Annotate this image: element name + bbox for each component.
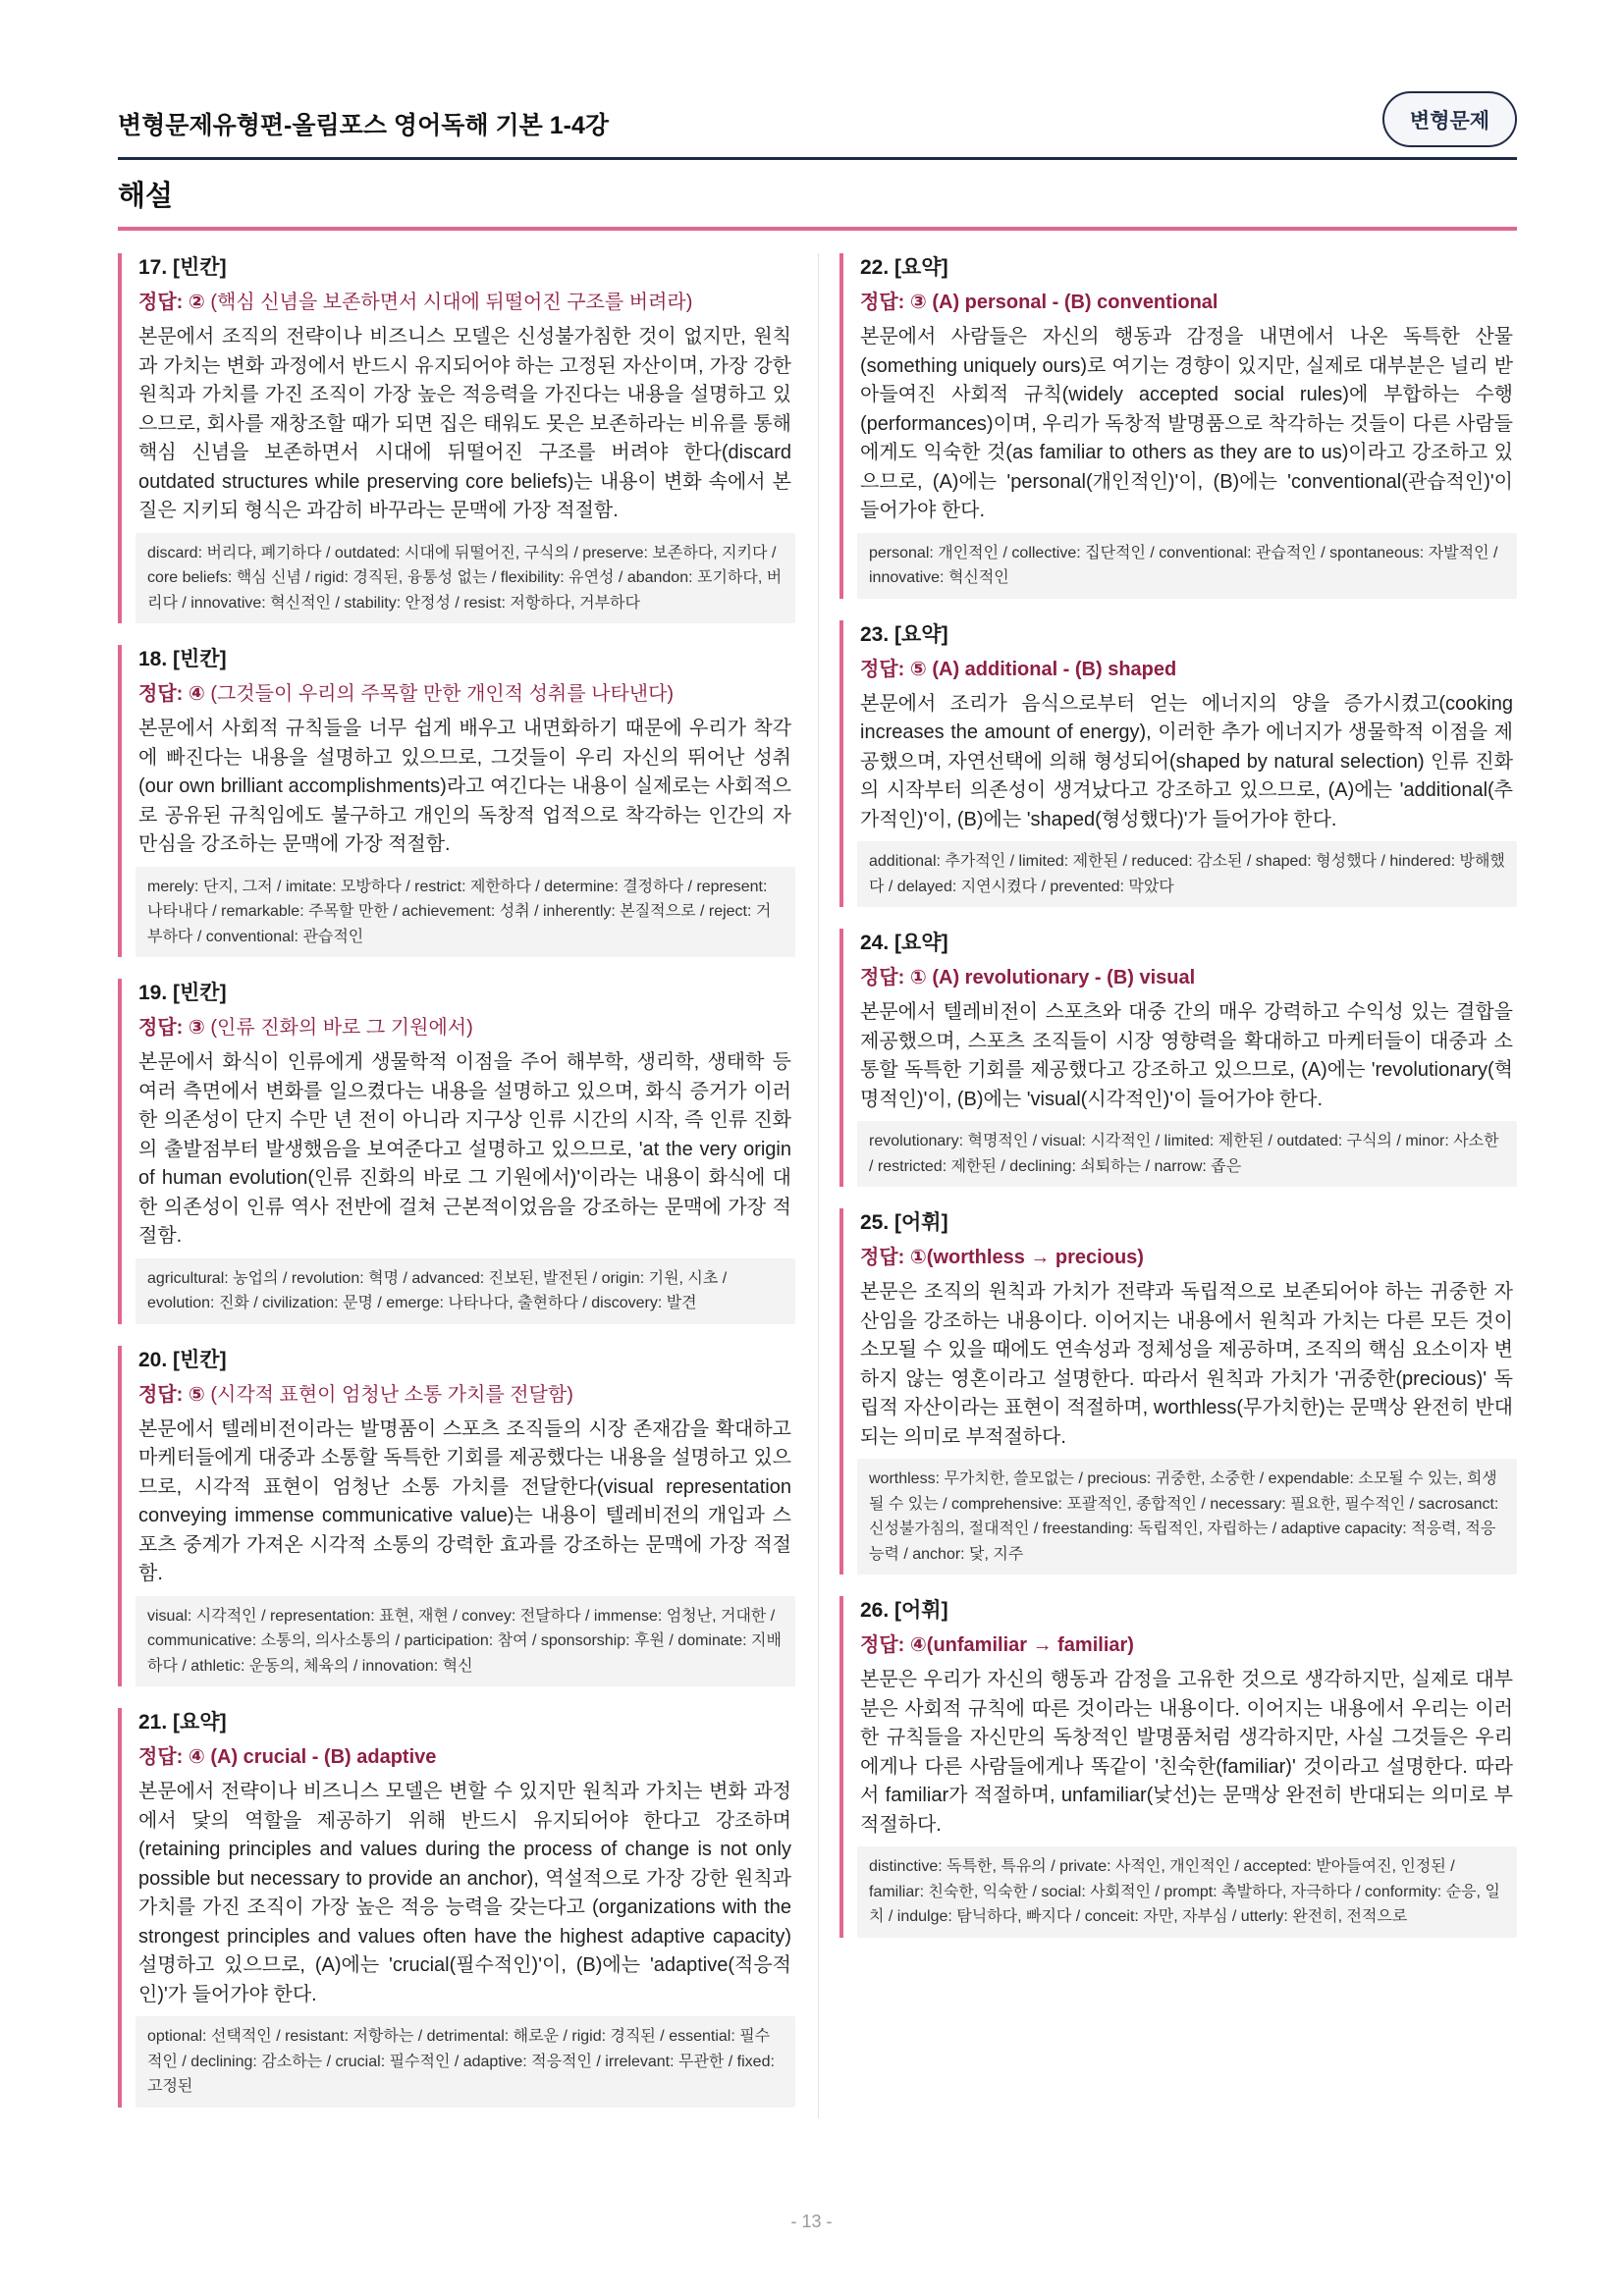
header-rule <box>118 157 1517 160</box>
answer-detail: (A) additional - (B) shaped <box>932 658 1177 680</box>
explanation-text: 본문에서 화식이 인류에게 생물학적 이점을 주어 해부학, 생리학, 생태학 등 여러 측면에서 변화를 일으켰다는 내용을 설명하고 있으며, 화식 증거가 이러한 의존성이 단지 수만 년 전이 아니라 지구상 인류 시간의 시작, 즉 인류 진화의 출발점부터 발생했음을 보여준다고 설명하고 있으므로, 'at the very origin of human evolution(인류 진화의 바로 그 기원에서)'이라는 내용이 화식에 대한 의존성이 인류 역사 전반에 걸쳐 근본적이었음을 강조하는 문맥에 가장 적절함. <box>138 1051 791 1247</box>
answer-detail: (핵심 신념을 보존하면서 시대에 뒤떨어진 구조를 버려라) <box>210 292 693 313</box>
answer-label: 정답: ③ <box>138 1017 205 1039</box>
vocabulary-box: agricultural: 농업의 / revolution: 혁명 / advanced: 진보된, 발전된 / origin: 기원, 시초 / evolution: 진화 / civilization: 문명 / emerge: 나타나다, 출현하다 / discovery: 발견 <box>135 1258 795 1324</box>
answer-label: 정답: ④ <box>860 1634 927 1656</box>
explanation-card-24 <box>839 929 1517 1187</box>
answer-line <box>138 1013 791 1042</box>
vocabulary-box: revolutionary: 혁명적인 / visual: 시각적인 / limited: 제한된 / outdated: 구식의 / minor: 사소한 / restricted: 제한된 / declining: 쇠퇴하는 / narrow: 좁은 <box>857 1121 1517 1187</box>
explanation-card-19 <box>118 979 795 1324</box>
document-title: 변형문제유형편-올림포스 영어독해 기본 1-4강 <box>118 112 609 139</box>
answer-line <box>860 288 1513 317</box>
answer-detail: (A) personal - (B) conventional <box>932 292 1218 313</box>
vocabulary-box: additional: 추가적인 / limited: 제한된 / reduced: 감소된 / shaped: 형성했다 / hindered: 방해했다 / delayed: 지연시켰다 / prevented: 막았다 <box>857 841 1517 907</box>
explanation-card-22 <box>839 253 1517 599</box>
vocabulary-box: visual: 시각적인 / representation: 표현, 재현 / convey: 전달하다 / immense: 엄청난, 거대한 / communicative: 소통의, 의사소통의 / participation: 참여 / sponsorship: 후원 / dominate: 지배하다 / athletic: 운동의, 체육의 / innovation: 혁신 <box>135 1596 795 1687</box>
vocabulary-box: merely: 단지, 그저 / imitate: 모방하다 / restrict: 제한하다 / determine: 결정하다 / represent: 나타내다 / remarkable: 주목할 만한 / achievement: 성취 / inherently: 본질적으로 / reject: 거부하다 / conventional: 관습적인 <box>135 867 795 958</box>
question-heading: 20. [빈칸] <box>138 1348 227 1371</box>
question-heading: 24. [요약] <box>860 932 948 954</box>
answer-detail: (A) revolutionary - (B) visual <box>932 967 1196 988</box>
question-heading: 25. [어휘] <box>860 1211 948 1234</box>
explanation-card-18 <box>118 645 795 957</box>
explanation-text: 본문에서 조직의 전략이나 비즈니스 모델은 신성불가침한 것이 없지만, 원칙과 가치는 변화 과정에서 반드시 유지되어야 하는 고정된 자산이며, 가장 강한 원칙과 가치를 가진 조직이 가장 높은 적응력을 가진다는 내용을 설명하고 있으므로, 회사를 재창조할 때가 되면 집은 태워도 못은 보존하라는 비유를 통해 핵심 신념을 보존하면서 시대에 뒤떨어진 구조를 버려야 한다(discard outdated structures while preserving core beliefs)는 내용이 변화 속에서 본질은 지키되 형식은 과감히 바꾸라는 문맥에 가장 적절함. <box>138 326 791 521</box>
answer-line <box>860 655 1513 684</box>
vocabulary-box: personal: 개인적인 / collective: 집단적인 / conventional: 관습적인 / spontaneous: 자발적인 / innovative: 혁신적인 <box>857 533 1517 599</box>
vocabulary-box: discard: 버리다, 폐기하다 / outdated: 시대에 뒤떨어진, 구식의 / preserve: 보존하다, 지키다 / core beliefs: 핵심 신념 / rigid: 경직된, 융통성 없는 / flexibility: 유연성 / abandon: 포기하다, 버리다 / innovative: 혁신적인 / stability: 안정성 / resist: 저항하다, 거부하다 <box>135 533 795 624</box>
answer-line <box>860 1243 1513 1272</box>
explanation-text: 본문에서 전략이나 비즈니스 모델은 변할 수 있지만 원칙과 가치는 변화 과정에서 닻의 역할을 제공하기 위해 반드시 유지되어야 한다고 강조하며 (retaining principles and values during the process of change is not only possible but necessary to provide an anchor), 역설적으로 가장 강한 원칙과 가치를 가진 조직이 가장 높은 적응 능력을 갖는다고 (organizations with the strongest principles and values often have the highest adaptive capacity) 설명하고 있으므로, (A)에는 'crucial(필수적인)'이, (B)에는 'adaptive(적응적인)'가 들어가야 한다. <box>138 1781 791 2005</box>
explanation-card-20 <box>118 1346 795 1687</box>
answer-label: 정답: ⑤ <box>860 658 927 680</box>
explanation-text: 본문에서 사회적 규칙들을 너무 쉽게 배우고 내면화하기 때문에 우리가 착각에 빠진다는 내용을 설명하고 있으므로, 그것들이 우리 자신의 뛰어난 성취(our own brilliant accomplishments)라고 여긴다는 내용이 실제로는 사회적으로 공유된 규칙임에도 불구하고 개인의 독창적 업적으로 착각하는 인간의 자만심을 강조하는 문맥에 가장 적절함. <box>138 718 791 855</box>
answer-detail: (A) crucial - (B) adaptive <box>210 1746 437 1768</box>
category-badge: 변형문제 <box>1382 91 1517 147</box>
explanation-text: 본문은 조직의 원칙과 가치가 전략과 독립적으로 보존되어야 하는 귀중한 자산임을 강조하는 내용이다. 이어지는 내용에서 원칙과 가치는 다른 모든 것이 소모될 수 있을 때에도 연속성과 정체성을 제공하며, 조직의 핵심 요소이자 변하지 않는 영혼이라고 설명한다. 따라서 원칙과 가치가 '귀중한(precious)' 독립적 자산이라는 표현이 적절하며, worthless(무가치한)는 문맥상 완전히 반대되는 의미로 부적절하다. <box>860 1281 1513 1448</box>
question-heading: 21. [요약] <box>138 1711 227 1734</box>
answer-label: 정답: ① <box>860 1247 927 1268</box>
section-title: 해설 <box>118 181 174 212</box>
question-heading: 26. [어휘] <box>860 1599 948 1622</box>
answer-label: 정답: ③ <box>860 292 927 313</box>
answer-label: 정답: ① <box>860 967 927 988</box>
explanation-card-26 <box>839 1596 1517 1938</box>
answer-detail: (그것들이 우리의 주목할 만한 개인적 성취를 나타낸다) <box>210 683 675 705</box>
right-column <box>839 253 1517 1959</box>
vocabulary-box: optional: 선택적인 / resistant: 저항하는 / detrimental: 해로운 / rigid: 경직된 / essential: 필수적인 / declining: 감소하는 / crucial: 필수적인 / adaptive: 적응적인 / irrelevant: 무관한 / fixed: 고정된 <box>135 2016 795 2108</box>
answer-detail: (worthless → precious) <box>926 1247 1144 1268</box>
explanation-text: 본문에서 조리가 음식으로부터 얻는 에너지의 양을 증가시켰고(cooking increases the amount of energy), 이러한 추가 에너지가 생물학적 이점을 제공했으며, 자연선택에 의해 형성되어(shaped by natural selection) 인류 진화의 시작부터 의존성이 생겨났다고 강조하고 있으므로, (A)에는 'additional(추가적인)'이, (B)에는 'shaped(형성했다)'가 들어가야 한다. <box>860 692 1513 830</box>
answer-line <box>138 1380 791 1410</box>
answer-detail: (인류 진화의 바로 그 기원에서) <box>210 1017 473 1039</box>
explanation-text: 본문에서 텔레비전이 스포츠와 대중 간의 매우 강력하고 수익성 있는 결합을 제공했으며, 스포츠 조직들이 시장 영향력을 확대하고 마케터들이 대중과 소통할 독특한 기회를 제공했다고 강조하고 있으므로, (A)에는 'revolutionary(혁명적인)'이, (B)에는 'visual(시각적인)'이 들어가야 한다. <box>860 1001 1513 1110</box>
answer-line <box>138 679 791 709</box>
vocabulary-box: worthless: 무가치한, 쓸모없는 / precious: 귀중한, 소중한 / expendable: 소모될 수 있는, 희생될 수 있는 / comprehensive: 포괄적인, 종합적인 / necessary: 필요한, 필수적인 / sacrosanct: 신성불가침의, 절대적인 / freestanding: 독립적인, 자립하는 / adaptive capacity: 적응력, 적응 능력 / anchor: 닻, 지주 <box>857 1459 1517 1575</box>
answer-detail: (시각적 표현이 엄청난 소통 가치를 전달함) <box>210 1383 573 1406</box>
column-divider <box>818 253 819 2118</box>
answer-detail: (unfamiliar → familiar) <box>926 1634 1134 1656</box>
explanation-text: 본문에서 사람들은 자신의 행동과 감정을 내면에서 나온 독특한 산물(something uniquely ours)로 여기는 경향이 있지만, 실제로 대부분은 널리 받아들여진 사회적 규칙(widely accepted social rules)에 부합하는 수행(performances)이며, 우리가 독창적 발명품으로 착각하는 것들이 다른 사람들에게도 익숙한 것(as familiar to others as they are to us)이라고 강조하고 있으므로, (A)에는 'personal(개인적인)'이, (B)에는 'conventional(관습적인)'이 들어가야 한다. <box>860 326 1513 521</box>
explanation-card-21 <box>118 1708 795 2108</box>
answer-line <box>860 1630 1513 1660</box>
answer-label: 정답: ④ <box>138 1746 205 1768</box>
question-heading: 22. [요약] <box>860 256 948 279</box>
explanation-card-17 <box>118 253 795 623</box>
answer-label: 정답: ② <box>138 292 205 313</box>
question-heading: 18. [빈칸] <box>138 648 227 670</box>
section-underline <box>118 227 1517 231</box>
explanation-card-25 <box>839 1208 1517 1575</box>
answer-label: 정답: ⑤ <box>138 1383 205 1406</box>
question-heading: 17. [빈칸] <box>138 256 227 279</box>
answer-line <box>138 288 791 317</box>
left-column <box>118 253 795 2129</box>
answer-line <box>860 963 1513 992</box>
explanation-card-23 <box>839 620 1517 908</box>
page-number: - 13 - <box>790 2212 833 2231</box>
answer-label: 정답: ④ <box>138 683 205 705</box>
explanation-text: 본문은 우리가 자신의 행동과 감정을 고유한 것으로 생각하지만, 실제로 대부분은 사회적 규칙에 따른 것이라는 내용이다. 이어지는 내용에서 우리는 이러한 규칙들을 자신만의 독창적인 발명품처럼 생각하지만, 사실 그것들은 우리에게나 다른 사람들에게나 똑같이 '친숙한(familiar)' 것이라고 설명한다. 따라서 familiar가 적절하며, unfamiliar(낯선)는 문맥상 완전히 반대되는 의미로 부적절하다. <box>860 1669 1513 1836</box>
answer-line <box>138 1742 791 1772</box>
vocabulary-box: distinctive: 독특한, 특유의 / private: 사적인, 개인적인 / accepted: 받아들여진, 인정된 / familiar: 친숙한, 익숙한 / social: 사회적인 / prompt: 촉발하다, 자극하다 / conformity: 순응, 일치 / indulge: 탐닉하다, 빠지다 / conceit: 자만, 자부심 / utterly: 완전히, 전적으로 <box>857 1846 1517 1938</box>
question-heading: 23. [요약] <box>860 622 948 646</box>
question-heading: 19. [빈칸] <box>138 982 227 1004</box>
explanation-text: 본문에서 텔레비전이라는 발명품이 스포츠 조직들의 시장 존재감을 확대하고 마케터들에게 대중과 소통할 독특한 기회를 제공했다는 내용을 설명하고 있으므로, 시각적 표현이 엄청난 소통 가치를 전달한다(visual representation conveying immense communicative value)는 내용이 텔레비전의 개입과 스포츠 중계가 가져온 시각적 소통의 강력한 효과를 강조하는 문맥에 가장 적절함. <box>138 1417 791 1584</box>
